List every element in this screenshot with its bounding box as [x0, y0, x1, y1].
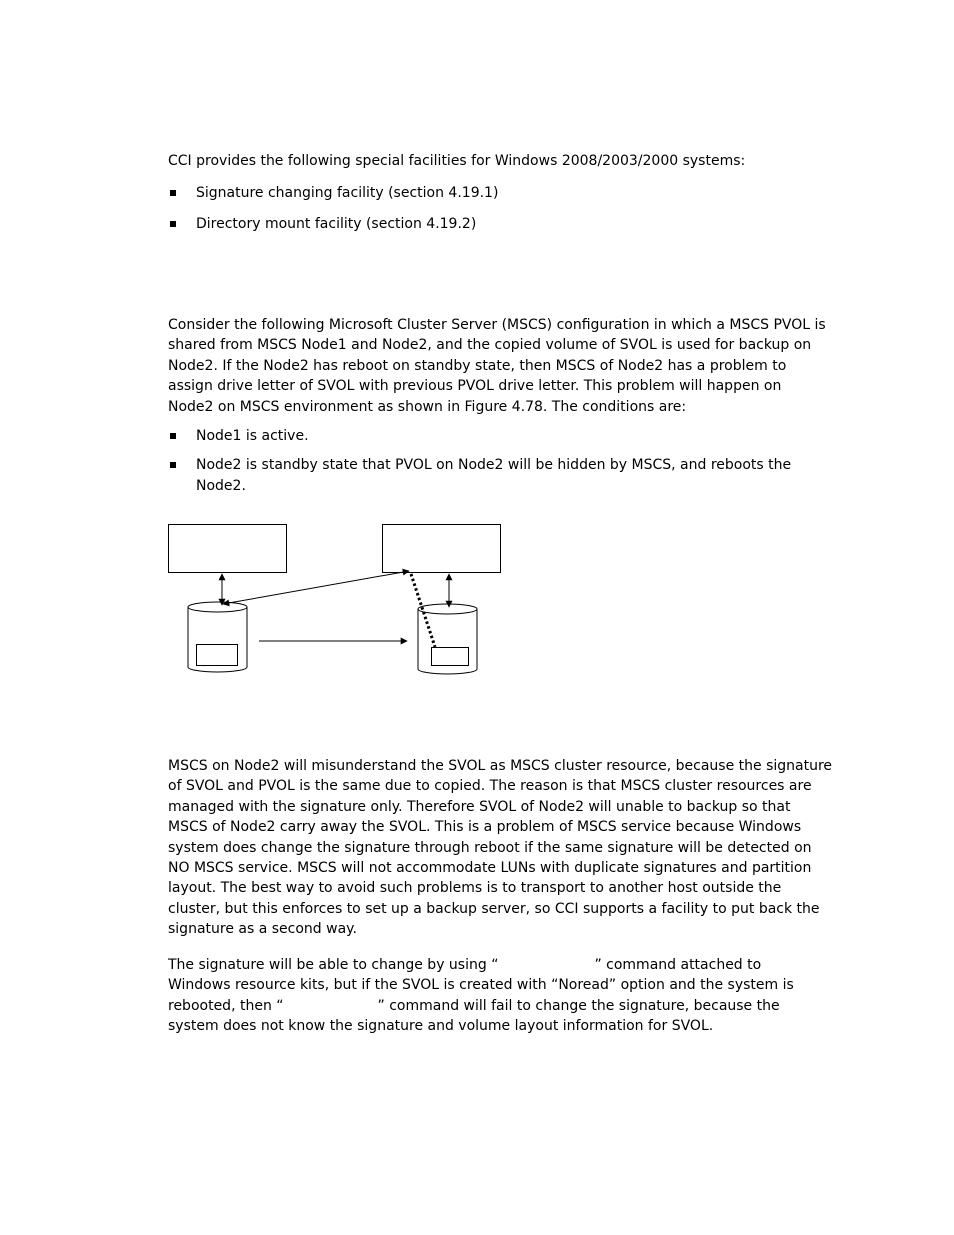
facility-text: Directory mount facility (section 4.19.2) [196, 216, 477, 232]
bullet-square-icon [170, 190, 176, 196]
misunderstand-line: managed with the signature only. Therefore SVOL of Node2 will unable to backup so that [168, 798, 791, 815]
signature-line: Windows resource kits, but if the SVOL is created with “Noread” option and the system is [168, 977, 794, 994]
node1-box [169, 525, 287, 573]
condition-text: Node1 is active. [196, 428, 309, 444]
signature-line-end: ” command attached to [594, 957, 762, 973]
consider-line: assign drive letter of SVOL with previous PVOL drive letter. This problem will happen on [168, 378, 782, 395]
mscs-configuration-figure [160, 515, 520, 685]
bullet-square-icon [170, 462, 176, 468]
consider-line: shared from MSCS Node1 and Node2, and the copied volume of SVOL is used for backup on [168, 337, 812, 354]
misunderstand-line: MSCS on Node2 will misunderstand the SVOL as MSCS cluster resource, because the signature [168, 758, 833, 774]
misunderstand-line: system does change the signature through reboot if the same signature will be detected on [168, 839, 812, 856]
consider-line: Node2. If the Node2 has reboot on standby state, then MSCS of Node2 has a problem to [168, 357, 787, 374]
misunderstand-line: NO MSCS service. MSCS will not accommodate LUNs with duplicate signatures and partition [168, 860, 812, 877]
misunderstand-line: cluster, but this enforces to set up a backup server, so CCI supports a facility to put back the [168, 900, 820, 917]
node2-box [383, 525, 501, 573]
condition-text: Node2 is standby state that PVOL on Node2 will be hidden by MSCS, and reboots the [196, 457, 792, 473]
consider-line: Node2 on MSCS environment as shown in Figure 4.78. The conditions are: [168, 398, 687, 415]
shared-pvol-arrow [223, 571, 409, 604]
signature-paragraph [168, 955, 828, 1037]
condition-item-2 [168, 455, 828, 497]
svol-disk-icon [418, 604, 477, 674]
bullet-square-icon [170, 433, 176, 439]
facility-item-2 [168, 214, 828, 235]
misunderstand-paragraph [168, 756, 833, 940]
pvol-disk-icon [188, 602, 247, 672]
signature-line-start: rebooted, then “ [168, 997, 284, 1014]
misunderstand-line: MSCS of Node2 carry away the SVOL. This is a problem of MSCS service because Windows [168, 819, 802, 836]
signature-line [168, 996, 828, 1016]
consider-line: Consider the following Microsoft Cluster Server (MSCS) configuration in which a MSCS PVOL is [168, 317, 826, 333]
signature-line-end: ” command will fail to change the signature, because the [377, 997, 780, 1014]
misunderstand-line: signature as a second way. [168, 921, 357, 938]
signature-line-start: The signature will be able to change by using “ [168, 957, 499, 973]
condition-text-continued: Node2. [196, 478, 246, 494]
bullet-square-icon [170, 221, 176, 227]
intro-text: CCI provides the following special facilities for Windows 2008/2003/2000 systems: [168, 153, 746, 169]
signature-line: system does not know the signature and volume layout information for SVOL. [168, 1018, 714, 1035]
intro-paragraph [168, 151, 828, 171]
condition-item-1 [168, 426, 828, 447]
consider-paragraph [168, 315, 828, 417]
facility-text: Signature changing facility (section 4.19.1) [196, 185, 499, 201]
signature-line [168, 955, 828, 975]
misunderstand-line: layout. The best way to avoid such problems is to transport to another host outside the [168, 880, 782, 897]
facility-item-1 [168, 183, 828, 204]
misunderstand-line: of SVOL and PVOL is the same due to copied. The reason is that MSCS cluster resources are [168, 778, 812, 795]
